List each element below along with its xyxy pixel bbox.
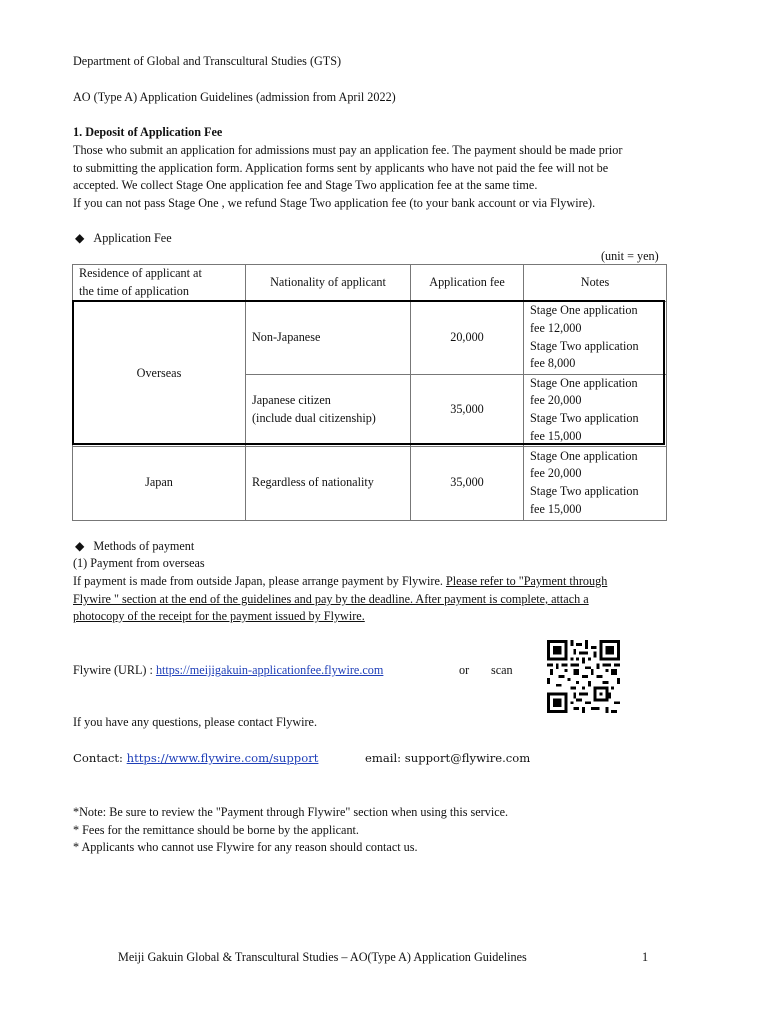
note-item: * Applicants who cannot use Flywire for any reason should contact us. bbox=[73, 840, 418, 855]
note-line: Stage Two application bbox=[530, 484, 639, 499]
contact-support-link[interactable]: https://www.flywire.com/support bbox=[126, 751, 319, 765]
note-line: fee 15,000 bbox=[530, 502, 582, 517]
application-fee-table bbox=[72, 264, 667, 521]
flywire-url-label: Flywire (URL) : bbox=[73, 663, 156, 677]
contact-email: email: support@flywire.com bbox=[365, 751, 531, 765]
header-nationality: Nationality of applicant bbox=[246, 265, 411, 302]
page-number: 1 bbox=[642, 950, 649, 964]
note-line: fee 20,000 bbox=[530, 393, 582, 408]
notes-cell bbox=[524, 446, 667, 520]
contact-label: Contact: bbox=[73, 751, 127, 765]
note-line: fee 15,000 bbox=[530, 428, 582, 443]
diamond-bullet-icon: ◆ bbox=[75, 231, 85, 245]
methods-of-payment-heading bbox=[75, 539, 194, 554]
fee-cell: 35,000 bbox=[411, 446, 524, 520]
nationality-cell bbox=[246, 446, 411, 520]
note-line: fee 12,000 bbox=[530, 320, 582, 335]
note-line: Stage One application bbox=[530, 375, 638, 390]
department-title: Department of Global and Transcultural Studies (GTS) bbox=[73, 54, 342, 68]
nationality-line: Non-Japanese bbox=[252, 329, 321, 344]
application-fee-heading bbox=[75, 231, 172, 246]
questions-text: If you have any questions, please contact Flywire. bbox=[73, 715, 318, 729]
contact-row bbox=[73, 751, 318, 765]
note-item: * Fees for the remittance should be borne by the applicant. bbox=[73, 822, 359, 837]
note-line: fee 8,000 bbox=[530, 356, 576, 371]
nationality-cell bbox=[246, 301, 411, 374]
header-residence bbox=[73, 265, 246, 302]
payment-underlined-text: Flywire " section at the end of the guidelines and pay by the deadline. After payment is complete, attach a bbox=[73, 592, 589, 606]
deposit-line: If you can not pass Stage One , we refund Stage Two application fee (to your bank account or via Flywire). bbox=[73, 195, 596, 210]
deposit-line: to submitting the application form. Application forms sent by applicants who have not paid the fee will not be bbox=[73, 160, 609, 175]
section-heading-deposit: 1. Deposit of Application Fee bbox=[73, 125, 223, 139]
payment-underlined-text: Please refer to "Payment through bbox=[445, 574, 608, 588]
note-line: fee 20,000 bbox=[530, 466, 582, 481]
unit-label: (unit = yen) bbox=[601, 249, 659, 263]
nationality-cell bbox=[246, 374, 411, 446]
nationality-line: (include dual citizenship) bbox=[252, 411, 376, 426]
payment-underlined-text: photocopy of the receipt for the payment issued by Flywire. bbox=[73, 609, 365, 623]
residence-cell-japan: Japan bbox=[73, 446, 246, 520]
table-row bbox=[73, 446, 667, 520]
or-text: or bbox=[459, 663, 470, 677]
methods-of-payment-label: Methods of payment bbox=[93, 539, 195, 553]
notes-block bbox=[73, 804, 693, 857]
residence-cell-overseas: Overseas bbox=[73, 301, 246, 446]
deposit-line: Those who submit an application for admissions must pay an application fee. The payment should be made prior bbox=[73, 143, 623, 157]
deposit-line: accepted. We collect Stage One application fee and Stage Two application fee at the same time. bbox=[73, 178, 538, 193]
header-residence-line: the time of application bbox=[79, 283, 189, 298]
diamond-bullet-icon: ◆ bbox=[75, 539, 85, 553]
nationality-line: Japanese citizen bbox=[252, 393, 331, 408]
qr-code-icon[interactable] bbox=[547, 640, 620, 713]
payment-plain-text: If payment is made from outside Japan, please arrange payment by Flywire. bbox=[73, 574, 446, 588]
payment-overseas-subheading: (1) Payment from overseas bbox=[73, 556, 205, 570]
fee-cell: 35,000 bbox=[411, 374, 524, 446]
notes-cell bbox=[524, 374, 667, 446]
flywire-url-row bbox=[73, 663, 383, 678]
notes-cell bbox=[524, 301, 667, 374]
page-footer: Meiji Gakuin Global & Transcultural Studies – AO(Type A) Application Guidelines bbox=[118, 950, 527, 964]
table-row bbox=[73, 301, 667, 374]
deposit-paragraph bbox=[73, 142, 693, 212]
note-line: Stage Two application bbox=[530, 338, 639, 353]
header-fee: Application fee bbox=[411, 265, 524, 302]
guidelines-title: AO (Type A) Application Guidelines (admission from April 2022) bbox=[73, 90, 396, 104]
header-residence-line: Residence of applicant at bbox=[79, 266, 202, 280]
note-item: *Note: Be sure to review the "Payment through Flywire" section when using this service. bbox=[73, 805, 509, 819]
table-header-row bbox=[73, 265, 667, 302]
nationality-line: Regardless of nationality bbox=[252, 475, 374, 490]
scan-text: scan bbox=[491, 663, 513, 677]
flywire-url-link[interactable]: https://meijigakuin-applicationfee.flywire.com bbox=[155, 663, 384, 677]
header-notes: Notes bbox=[524, 265, 667, 302]
application-fee-label: Application Fee bbox=[93, 231, 172, 245]
note-line: Stage One application bbox=[530, 303, 638, 317]
note-line: Stage One application bbox=[530, 448, 638, 463]
fee-cell: 20,000 bbox=[411, 301, 524, 374]
note-line: Stage Two application bbox=[530, 411, 639, 426]
payment-line bbox=[73, 574, 607, 589]
